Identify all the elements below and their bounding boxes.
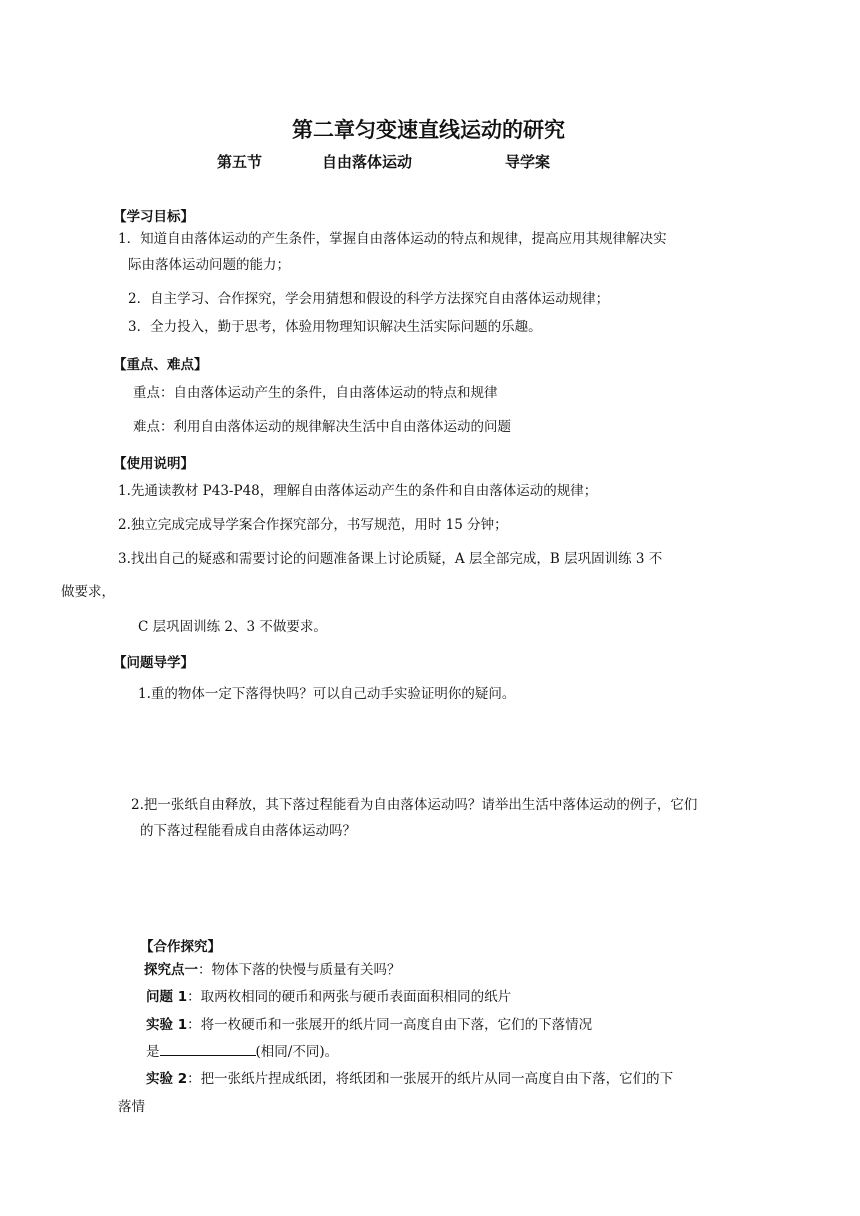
problem-1 [146,985,511,1005]
usage-item-1: 1.先通读教材 P43-P48，理解自由落体运动产生的条件和自由落体运动的规律； [118,483,598,499]
problem-1-text: ：取两枚相同的硬币和两张与硬币表面面积相同的纸片 [187,989,512,1005]
usage-item-3-line-2: 做要求， [61,584,115,600]
experiment-1-answer-options: (相同/不同)。 [255,1044,339,1060]
usage-item-3-line-1: 3.找出自己的疑惑和需要讨论的问题准备课上讨论质疑，A 层全部完成，B 层巩固训练 3 不 [118,551,663,567]
experiment-1-answer-blank[interactable] [160,1043,256,1056]
objective-1-line-1: 1．知道自由落体运动的产生条件，掌握自由落体运动的特点和规律，提高应用其规律解决实 [118,231,667,247]
difficult-point: 难点：利用自由落体运动的规律解决生活中自由落体运动的问题 [133,419,511,435]
experiment-1 [146,1013,592,1033]
experiment-1-answer-line [146,1040,338,1060]
usage-item-3-line-3: C 层巩固训练 2、3 不做要求。 [138,619,327,635]
keypoints-header: 【重点、难点】 [113,357,208,373]
experiment-1-text: ：将一枚硬币和一张展开的纸片同一高度自由下落，它们的下落情况 [187,1017,593,1033]
objective-3: 3．全力投入，勤于思考，体验用物理知识解决生活实际问题的乐趣。 [128,319,542,335]
usage-header: 【使用说明】 [113,456,194,472]
explore-header: 【合作探究】 [140,939,221,955]
question-2-line-1: 2.把一张纸自由释放，其下落过程能看为自由落体运动吗？请举出生活中落体运动的例子，它们 [131,797,698,813]
question-2-line-2: 的下落过程能看成自由落体运动吗？ [140,823,356,839]
explore-point-1 [144,958,401,978]
document-type: 导学案 [505,153,551,171]
explore-point-1-text: ：物体下落的快慢与质量有关吗？ [198,962,401,978]
questions-header: 【问题导学】 [113,655,194,671]
key-point: 重点：自由落体运动产生的条件，自由落体运动的特点和规律 [133,385,498,401]
experiment-2-label: 实验 2 [146,1071,188,1087]
experiment-2-line-2: 落情 [118,1099,145,1115]
question-1: 1.重的物体一定下落得快吗？可以自己动手实验证明你的疑问。 [138,686,516,702]
objective-2: 2．自主学习、合作探究，学会用猜想和假设的科学方法探究自由落体运动规律； [128,291,610,307]
problem-1-label: 问题 1 [146,989,188,1005]
usage-item-2: 2.独立完成完成导学案合作探究部分，书写规范，用时 15 分钟； [118,517,508,533]
objective-1-line-2: 际由落体运动问题的能力； [128,257,290,273]
explore-point-1-label: 探究点一 [144,962,198,978]
objectives-header: 【学习目标】 [113,209,194,225]
experiment-2 [146,1067,673,1087]
experiment-1-label: 实验 1 [146,1017,188,1033]
experiment-2-text: ：把一张纸片捏成纸团，将纸团和一张展开的纸片从同一高度自由下落，它们的下 [187,1071,674,1087]
experiment-1-answer-prefix: 是 [146,1044,160,1060]
section-topic: 自由落体运动 [322,153,413,171]
page-title: 第二章匀变速直线运动的研究 [292,118,565,142]
section-number: 第五节 [217,153,263,171]
